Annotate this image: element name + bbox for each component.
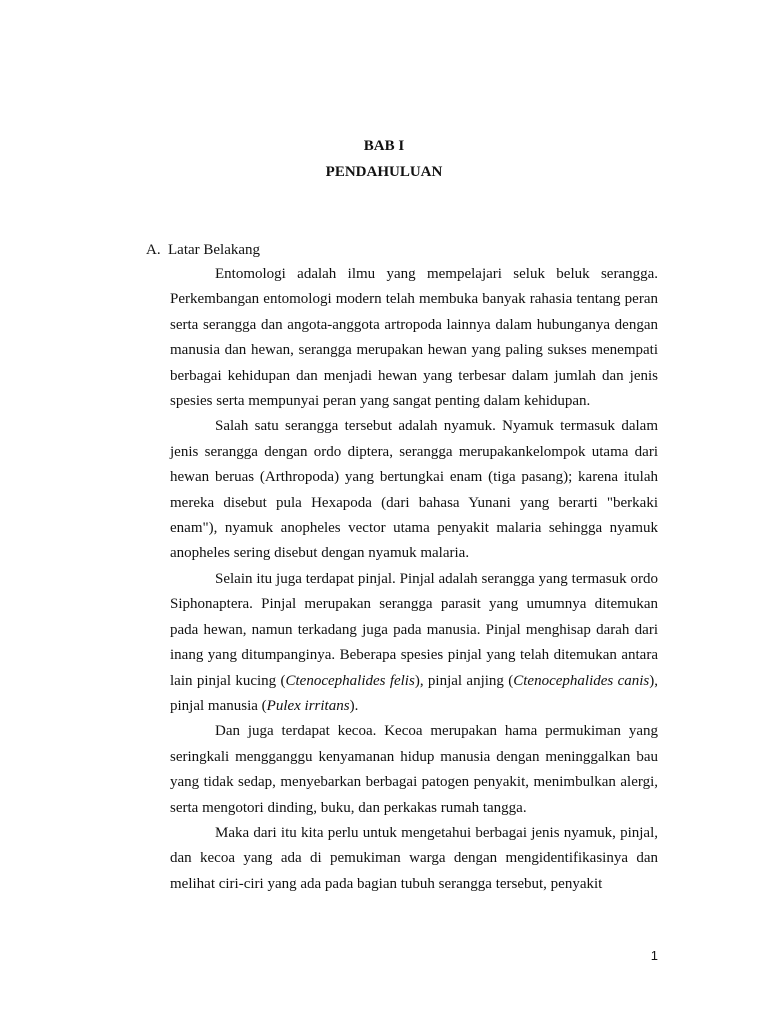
paragraph: Dan juga terdapat kecoa. Kecoa merupakan hama permukiman yang seringkali mengganggu kenyamanan hidup manusia dengan meninggalkan bau yang tidak sedap, menyebarkan berbagai patogen penyakit, menimbulkan alergi, serta mengotori dinding, buku, dan perkakas rumah tangga.: [170, 723, 658, 816]
paragraph: Salah satu serangga tersebut adalah nyamuk. Nyamuk termasuk dalam jenis serangga dengan ordo diptera, serangga merupakankelompok utama dari hewan beruas (Arthropoda) yang bertungkai enam (tiga pasang); karena itulah mereka disebut pula Hexapoda (dari bahasa Yunani yang berarti "berkaki enam"), nyamuk anopheles vector utama penyakit malaria sehingga nyamuk anopheles sering disebut dengan nyamuk malaria.: [170, 418, 658, 562]
species-name: Pulex irritans: [266, 697, 350, 714]
section-heading: [146, 240, 260, 260]
species-name: Ctenocephalides felis: [285, 672, 415, 689]
chapter-number: BAB I: [363, 138, 405, 154]
section-title: Latar Belakang: [168, 242, 261, 258]
paragraph: Entomologi adalah ilmu yang mempelajari seluk beluk serangga. Perkembangan entomologi modern telah membuka banyak rahasia tentang peran serta serangga dan angota-anggota artropoda lainnya dalam hubunganya dengan manusia dan hewan, serangga merupakan hewan yang paling sukses menempati berbagai kehidupan dan menjadi hewan yang terbesar dalam jumlah dan jenis spesies serta mempunyai peran yang sangat penting dalam kehidupan.: [170, 266, 658, 410]
species-name: Ctenocephalides canis: [513, 672, 650, 689]
body-text: [170, 262, 658, 897]
page-number: 1: [650, 948, 658, 963]
paragraph: Maka dari itu kita perlu untuk mengetahui berbagai jenis nyamuk, pinjal, dan kecoa yang ada di pemukiman warga dengan mengidentifikasinya dan melihat ciri-ciri yang ada pada bagian tubuh serangga tersebut, penyakit: [170, 824, 658, 892]
chapter-title: PENDAHULUAN: [325, 164, 443, 180]
paragraph: Selain itu juga terdapat pinjal. Pinjal adalah serangga yang termasuk ordo Siphonaptera. Pinjal merupakan serangga parasit yang umumnya ditemukan pada hewan, namun terkadang juga pada manusia. Pinjal menghisap darah dari inang yang ditumpanginya. Beberapa spesies pinjal yang telah ditemukan antara lain pinjal kucing (Ctenocephalides felis), pinjal anjing (Ctenocephalides canis), pinjal manusia (Pulex irritans).: [170, 570, 658, 714]
section-number: A.: [146, 242, 161, 258]
